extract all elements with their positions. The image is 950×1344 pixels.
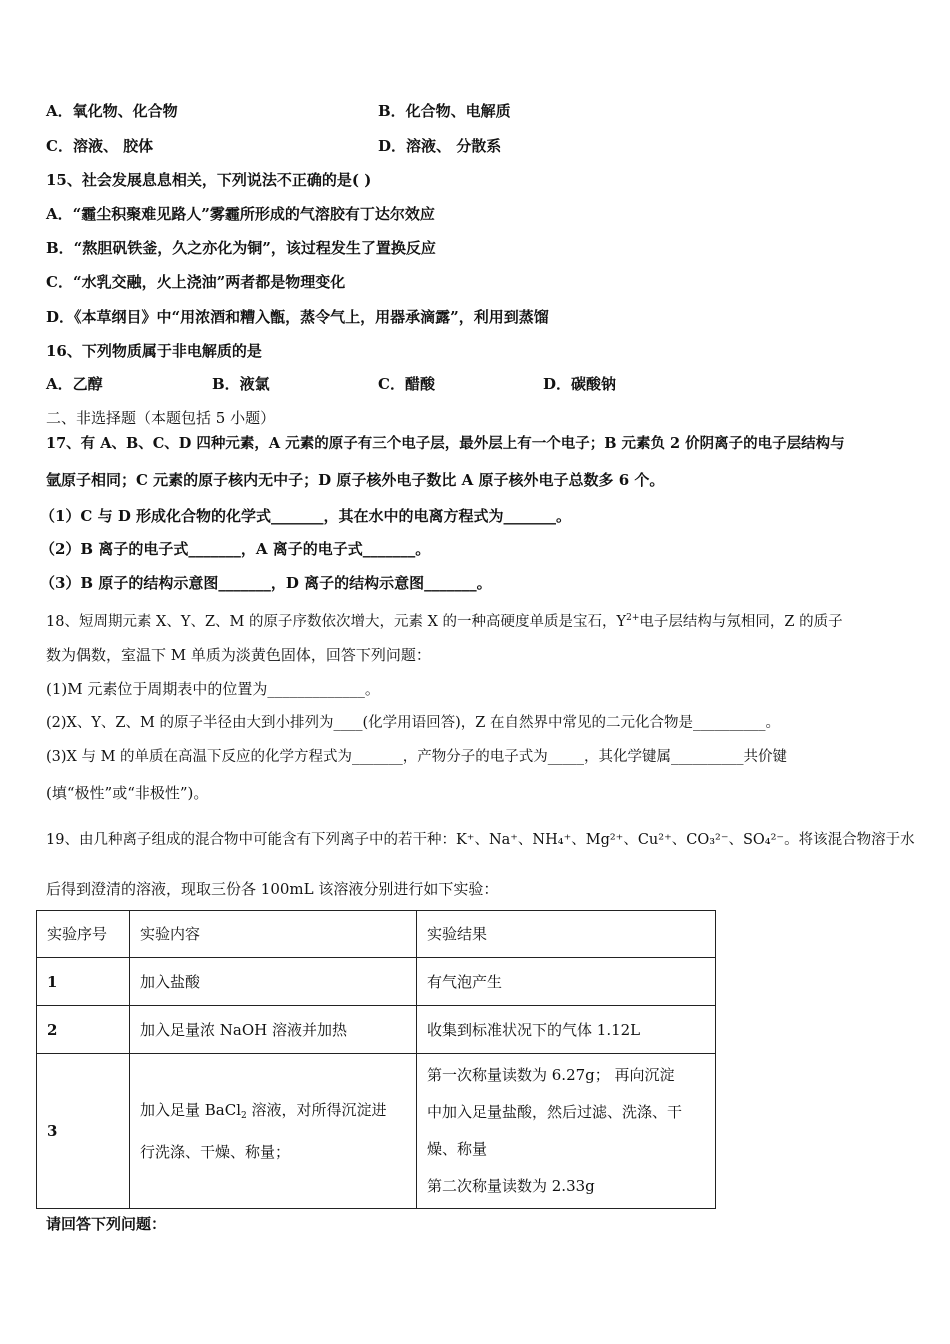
q19-line1	[46, 830, 915, 850]
q19-ions: K⁺、Na⁺、NH₄⁺、Mg²⁺、Cu²⁺、CO₃²⁻、SO₄²⁻	[455, 832, 785, 848]
row3-content-sub: 2	[241, 1111, 247, 1121]
q17-part2: （2）B 离子的电子式_______，A 离子的电子式_______。	[40, 540, 431, 558]
q17-line1: 17、有 A、B、C、D 四种元素，A 元素的原子有三个电子层，最外层上有一个电子；B 元素负 2 价阴离子的电子层结构与	[46, 435, 845, 452]
q14-option-c: C．溶液、 胶体	[46, 137, 154, 155]
table-cell-result: 收集到标准状况下的气体 1.12L	[417, 1006, 716, 1054]
table-header-cell: 实验内容	[130, 911, 417, 958]
q18-charge: 2+	[626, 613, 640, 623]
q17-line2: 氩原子相同；C 元素的原子核内无中子；D 原子核外电子数比 A 原子核外电子总数多 6 个。	[46, 471, 665, 489]
q14-option-d: D．溶液、 分散系	[378, 137, 502, 155]
q15-option-b: B．“熬胆矾铁釜，久之亦化为铜”，该过程发生了置换反应	[46, 239, 436, 257]
q15-option-c: C．“水乳交融，火上浇油”两者都是物理变化	[46, 273, 346, 291]
section-heading: 二、非选择题（本题包括 5 小题）	[46, 409, 276, 427]
q19-line1-a: 19、由几种离子组成的混合物中可能含有下列离子中的若干种：	[46, 832, 456, 848]
q19-closing: 请回答下列问题：	[46, 1215, 167, 1233]
q16-option-c: C．醋酸	[378, 375, 435, 393]
q18-line1	[46, 608, 843, 632]
q18-line2: 数为偶数，室温下 M 单质为淡黄色固体，回答下列问题：	[46, 646, 431, 664]
table-row	[37, 958, 716, 1006]
q18-line1-a: 18、短周期元素 X、Y、Z、M 的原子序数依次增大，元素 X 的一种高硬度单质是宝石，Y	[46, 614, 627, 630]
q15-option-a: A．“霾尘积聚难见路人”雾霾所形成的气溶胶有丁达尔效应	[46, 205, 435, 223]
q18-part3: (3)X 与 M 的单质在高温下反应的化学方程式为_______，产物分子的电子式为_____，其化学键属__________共价键	[46, 749, 788, 765]
table-row	[37, 1006, 716, 1054]
table-cell-result	[417, 1054, 716, 1209]
row3-content-b: 溶液，对所得沉淀进	[246, 1101, 387, 1119]
table-cell-num: 1	[37, 958, 130, 1006]
q16-stem: 16、下列物质属于非电解质的是	[46, 342, 262, 360]
q17-part3: （3）B 原子的结构示意图_______，D 离子的结构示意图_______。	[40, 574, 492, 592]
table-row	[37, 1054, 716, 1209]
q18-line1-b: 电子层结构与氖相同，Z 的质子	[639, 614, 843, 630]
q19-line2: 后得到澄清的溶液，现取三份各 100mL 该溶液分别进行如下实验：	[46, 880, 499, 898]
q14-option-a: A．氧化物、化合物	[46, 102, 178, 120]
q15-stem: 15、社会发展息息相关，下列说法不正确的是( )	[46, 171, 372, 189]
q16-option-d: D．碳酸钠	[543, 375, 617, 393]
experiment-table	[36, 910, 716, 1209]
table-cell-num: 3	[37, 1054, 130, 1209]
q16-option-b: B．液氯	[212, 375, 270, 393]
row3-result-2: 中加入足量盐酸，然后过滤、洗涤、干	[427, 1103, 683, 1121]
q19-line1-b: 。将该混合物溶于水	[784, 832, 915, 848]
q17-part1: （1）C 与 D 形成化合物的化学式_______，其在水中的电离方程式为_______。	[40, 507, 572, 525]
row3-content-a: 加入足量 BaCl	[140, 1101, 242, 1119]
q14-option-b: B．化合物、电解质	[378, 102, 511, 120]
table-cell-content	[130, 1054, 417, 1209]
table-cell-content	[130, 1006, 417, 1054]
row3-result-3: 燥、称量	[427, 1140, 488, 1158]
table-header-cell: 实验序号	[37, 911, 130, 958]
table-header-cell: 实验结果	[417, 911, 716, 958]
table-cell-content: 加入盐酸	[130, 958, 417, 1006]
q16-option-a: A．乙醇	[46, 375, 103, 393]
q15-option-d: D．《本草纲目》中“用浓酒和糟入甑，蒸令气上，用器承滴露”，利用到蒸馏	[46, 308, 549, 326]
q18-part2: (2)X、Y、Z、M 的原子半径由大到小排列为____(化学用语回答)，Z 在自然界中常见的二元化合物是__________。	[46, 715, 780, 731]
row3-content-c: 行洗涤、干燥、称量；	[140, 1143, 291, 1161]
q18-part4: (填“极性”或“非极性”)。	[46, 784, 209, 802]
table-cell-num: 2	[37, 1006, 130, 1054]
row3-result-4: 第二次称量读数为 2.33g	[427, 1177, 595, 1195]
row3-result-1: 第一次称量读数为 6.27g； 再向沉淀	[427, 1066, 675, 1084]
q18-part1: (1)M 元素位于周期表中的位置为_____________。	[46, 680, 380, 698]
table-cell-result: 有气泡产生	[417, 958, 716, 1006]
table-header-row	[37, 911, 716, 958]
row2-content: 加入足量浓 NaOH 溶液并加热	[140, 1020, 347, 1039]
